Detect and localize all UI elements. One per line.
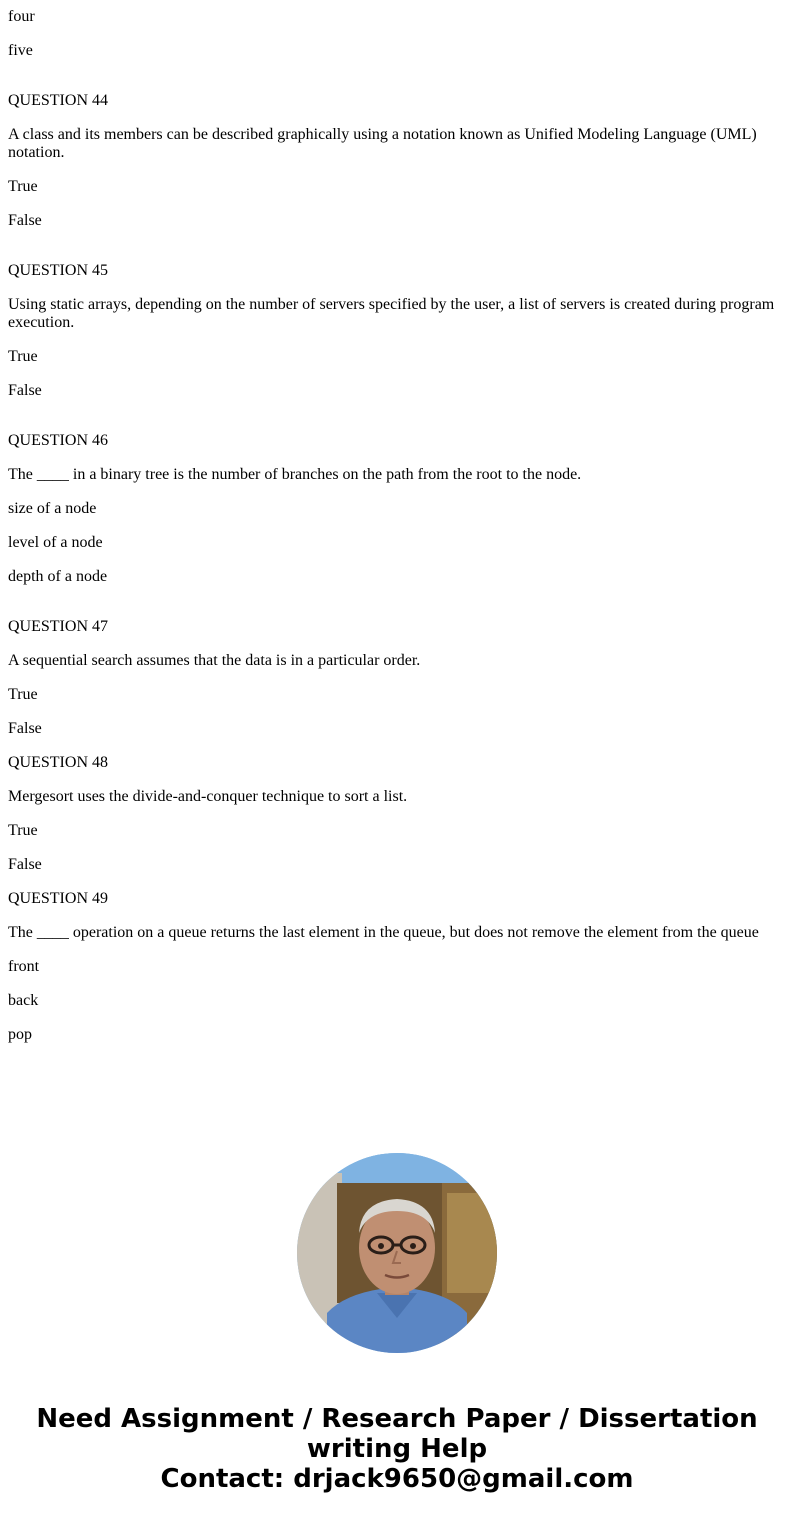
option-text: True (8, 348, 38, 365)
question-title: QUESTION 48 (8, 754, 108, 771)
question-text: Using static arrays, depending on the number of servers specified by the user, a list of servers is created during program execution. (8, 296, 775, 331)
option-text: False (8, 212, 42, 229)
avatar (297, 1153, 497, 1353)
option-text: True (8, 178, 38, 195)
option-text: four (8, 8, 35, 25)
option-text: pop (8, 1026, 32, 1043)
question-title: QUESTION 44 (8, 92, 108, 109)
question-block (8, 92, 786, 230)
promo-line: Need Assignment / Research Paper / Dissertation (36, 1404, 758, 1434)
spacer (8, 602, 786, 618)
option-text: depth of a node (8, 568, 108, 585)
option-text: False (8, 720, 42, 737)
spacer (8, 246, 786, 262)
portrait-image (297, 1153, 497, 1353)
question-title: QUESTION 49 (8, 890, 108, 907)
document-body (8, 8, 786, 1060)
question-block (8, 618, 786, 738)
question-title: QUESTION 45 (8, 262, 108, 279)
question-block (8, 262, 786, 400)
spacer (8, 416, 786, 432)
option-text: True (8, 822, 38, 839)
option-text: front (8, 958, 40, 975)
question-text: The ____ operation on a queue returns the last element in the queue, but does not remove the element from the queue (8, 924, 759, 941)
option-text: False (8, 382, 42, 399)
promo-line: writing Help (306, 1434, 488, 1464)
option-text: five (8, 42, 33, 59)
option-text: False (8, 856, 42, 873)
promo-banner (0, 1404, 794, 1494)
option-text: size of a node (8, 500, 97, 517)
question-text: A class and its members can be described graphically using a notation known as Unified Modeling Language (UML) notation. (8, 126, 757, 161)
question-block (8, 432, 786, 586)
option-text: back (8, 992, 39, 1009)
promo-contact: Contact: drjack9650@gmail.com (160, 1464, 634, 1494)
question-title: QUESTION 46 (8, 432, 108, 449)
option-text: True (8, 686, 38, 703)
question-text: A sequential search assumes that the data is in a particular order. (8, 652, 421, 669)
question-title: QUESTION 47 (8, 618, 108, 635)
question-block (8, 754, 786, 874)
question-text: Mergesort uses the divide-and-conquer technique to sort a list. (8, 788, 408, 805)
question-block (8, 890, 786, 1044)
spacer (8, 76, 786, 92)
option-text: level of a node (8, 534, 103, 551)
question-text: The ____ in a binary tree is the number of branches on the path from the root to the node. (8, 466, 582, 483)
